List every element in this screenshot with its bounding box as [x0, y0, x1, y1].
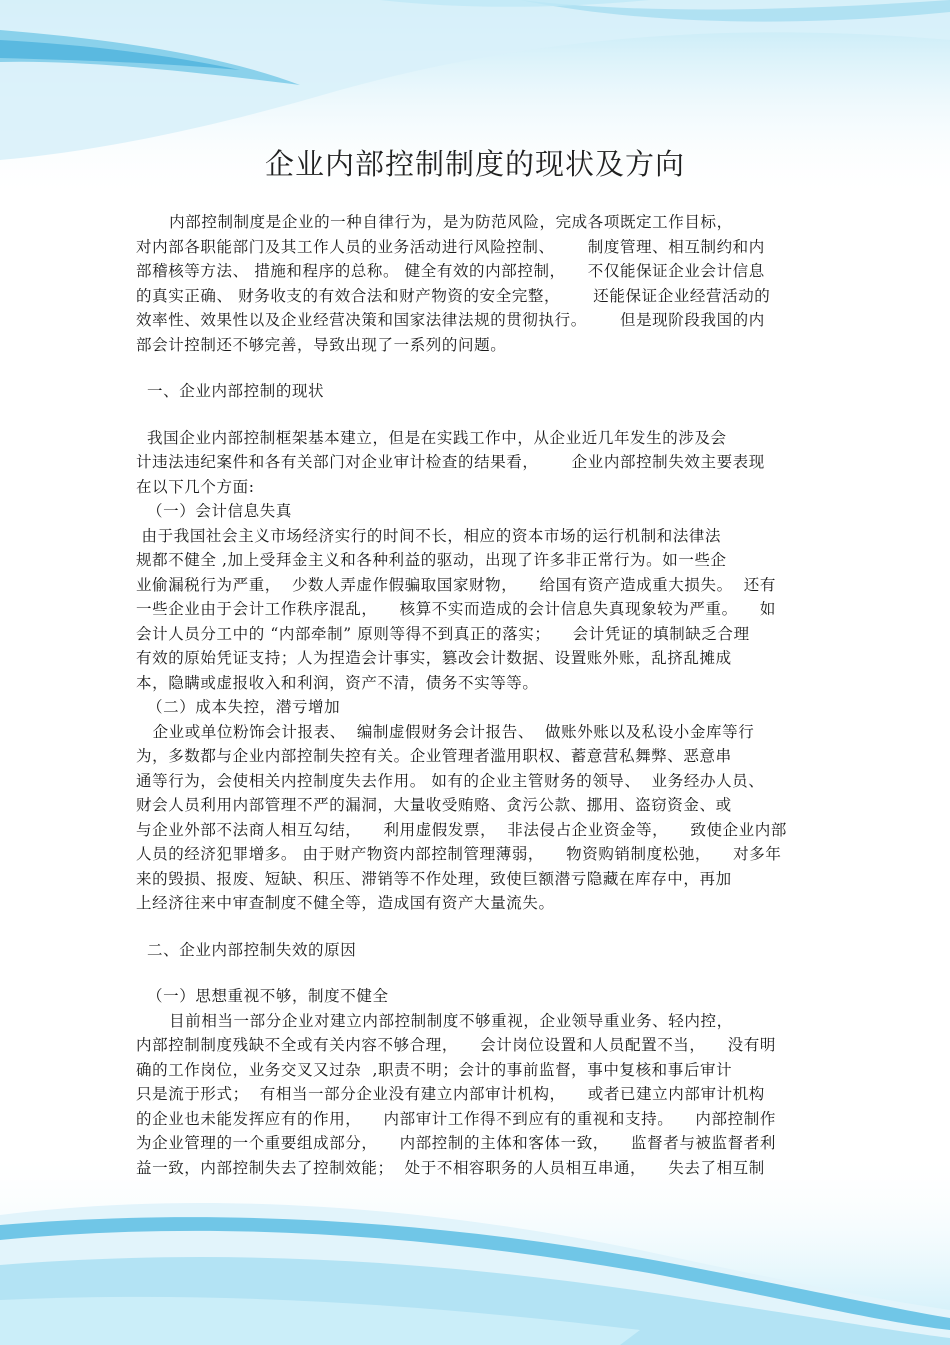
- text-line: 上经济往来中审查制度不健全等，造成国有资产大量流失。: [136, 894, 555, 912]
- document-body: [136, 210, 836, 1180]
- section-paragraph: [136, 524, 836, 696]
- section-paragraph: [136, 720, 836, 916]
- text-line: 益一致，内部控制失去了控制效能； 处于不相容职务的人员相互串通， 失去了相互制: [136, 1158, 765, 1177]
- section-paragraph: [136, 426, 836, 500]
- text-line: 有效的原始凭证支持；人为捏造会计事实，篡改会计数据、设置账外账，乱挤乱摊成: [136, 649, 732, 667]
- text-line: 由于我国社会主义市场经济实行的时间不长，相应的资本市场的运行机制和法律法: [136, 526, 722, 545]
- text-line: 效率性、效果性以及企业经营决策和国家法律法规的贯彻执行。 但是现阶段我国的内: [136, 311, 765, 329]
- section-heading: 一、企业内部控制的现状: [136, 382, 325, 400]
- text-line: 会计人员分工中的 “内部牵制” 原则等得不到真正的落实； 会计凭证的填制缺乏合理: [136, 624, 750, 643]
- text-line: 业偷漏税行为严重， 少数人弄虚作假骗取国家财物， 给国有资产造成重大损失。 还有: [136, 575, 776, 594]
- subsection-heading: （一）思想重视不够，制度不健全: [136, 987, 389, 1005]
- page-title: 企业内部控制制度的现状及方向: [264, 147, 685, 181]
- text-line: 计违法违纪案件和各有关部门对企业审计检查的结果看， 企业内部控制失效主要表现: [136, 453, 765, 471]
- text-line: 本，隐瞒或虚报收入和利润，资产不清，债务不实等等。: [136, 673, 539, 692]
- text-line: 我国企业内部控制框架基本建立，但是在实践工作中，从企业近几年发生的涉及会: [136, 428, 727, 447]
- text-line: 部稽核等方法、 措施和程序的总称。 健全有效的内部控制， 不仅能保证企业会计信息: [136, 262, 765, 280]
- text-line: 为，多数都与企业内部控制失控有关。企业管理者滥用职权、蓄意营私舞弊、恶意串: [136, 747, 732, 765]
- text-line: 一些企业由于会计工作秩序混乱， 核算不实而造成的会计信息失真现象较为严重。 如: [136, 600, 776, 618]
- text-line: 来的毁损、报废、短缺、积压、滞销等不作处理，致使巨额潜亏隐藏在库存中，再加: [136, 869, 732, 888]
- text-line: 与企业外部不法商人相互勾结， 利用虚假发票， 非法侵占企业资金等， 致使企业内部: [136, 820, 787, 839]
- intro-paragraph: [136, 210, 836, 357]
- text-line: 对内部各职能部门及其工作人员的业务活动进行风险控制、 制度管理、相互制约和内: [136, 237, 765, 256]
- text-line: 内部控制制度残缺不全或有关内容不够合理， 会计岗位设置和人员配置不当， 没有明: [136, 1036, 776, 1054]
- section-paragraph: [136, 1009, 836, 1181]
- text-line: 人员的经济犯罪增多。 由于财产物资内部控制管理薄弱， 物资购销制度松弛， 对多年: [136, 845, 782, 863]
- text-line: 规都不健全 ,加上受拜金主义和各种利益的驱动，出现了许多非正常行为。如一些企: [136, 551, 727, 569]
- text-line: 的真实正确、 财务收支的有效合法和财产物资的安全完整， 还能保证企业经营活动的: [136, 286, 771, 305]
- text-line: 通等行为，会使相关内控制度失去作用。 如有的企业主管财务的领导、 业务经办人员、: [136, 771, 765, 790]
- text-line: 目前相当一部分企业对建立内部控制制度不够重视，企业领导重业务、轻内控，: [136, 1011, 733, 1030]
- section-heading: 二、企业内部控制失效的原因: [136, 940, 357, 959]
- text-line: 确的工作岗位，业务交叉又过杂 ,职责不明；会计的事前监督，事中复核和事后审计: [136, 1060, 733, 1079]
- text-line: 为企业管理的一个重要组成部分， 内部控制的主体和客体一致， 监督者与被监督者利: [136, 1134, 776, 1152]
- text-line: 部会计控制还不够完善，导致出现了一系列的问题。: [136, 335, 507, 354]
- subsection-heading: （一）会计信息失真: [136, 502, 292, 520]
- text-line: 在以下几个方面:: [136, 477, 255, 496]
- text-line: 的企业也未能发挥应有的作用， 内部审计工作得不到应有的重视和支持。 内部控制作: [136, 1109, 776, 1128]
- text-line: 财会人员利用内部管理不严的漏洞，大量收受贿赂、贪污公款、挪用、盗窃资金、或: [136, 796, 732, 814]
- text-line: 只是流于形式； 有相当一部分企业没有建立内部审计机构， 或者已建立内部审计机构: [136, 1085, 765, 1103]
- text-line: 内部控制制度是企业的一种自律行为，是为防范风险，完成各项既定工作目标，: [136, 213, 733, 231]
- subsection-heading: （二）成本失控，潜亏增加: [136, 698, 341, 716]
- text-line: 企业或单位粉饰会计报表、 编制虚假财务会计报告、 做账外账以及私设小金库等行: [136, 722, 755, 741]
